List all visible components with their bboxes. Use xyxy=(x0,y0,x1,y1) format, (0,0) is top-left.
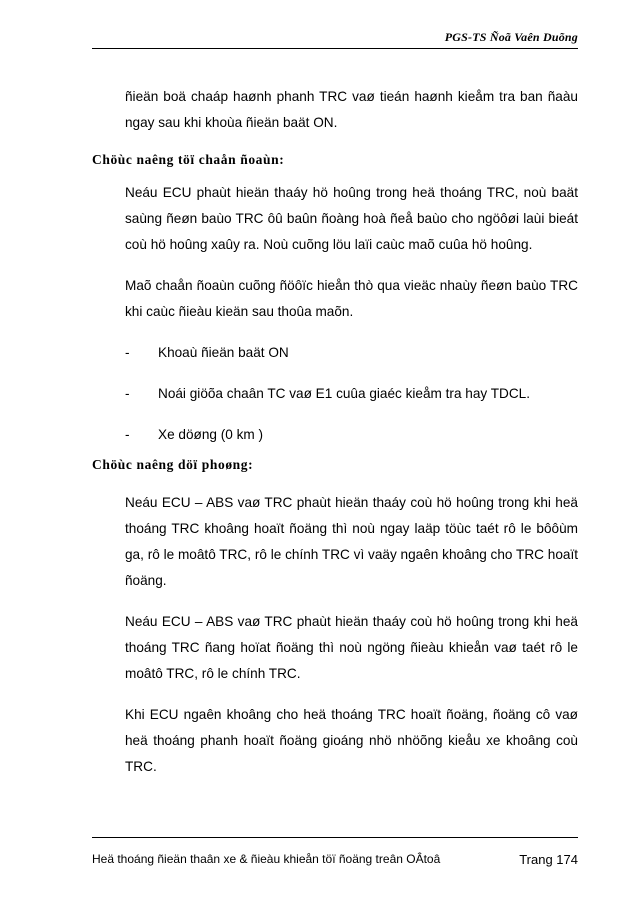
footer-title: Heä thoáng ñieän thaân xe & ñieàu khieån töï ñoäng treân OÂtoâ xyxy=(92,852,441,866)
section-heading-self-diagnosis: Chöùc naêng töï chaån ñoaùn: xyxy=(92,152,285,167)
list-item xyxy=(92,422,578,448)
self-diagnosis-paragraph-2: Maõ chaån ñoaùn cuõng ñöôïc hieån thò qua vieäc nhaùy ñeøn baùo TRC khi caùc ñieàu kieän sau thoûa maõn. xyxy=(125,278,578,319)
list-item xyxy=(92,381,578,407)
list-dash: - xyxy=(125,386,130,401)
intro-paragraph: ñieän boä chaáp haønh phanh TRC vaø tieán haønh kieåm tra ban ñaàu ngay sau khi khoùa ñieän baät ON. xyxy=(125,89,578,130)
page-header-title: PGS-TS Ñoã Vaên Duõng xyxy=(444,30,578,44)
list-item-text: Xe döøng (0 km ) xyxy=(158,427,264,442)
page-number: Trang 174 xyxy=(519,852,578,867)
section-heading-backup: Chöùc naêng döï phoøng: xyxy=(92,457,254,472)
backup-paragraph-3: Khi ECU ngaên khoâng cho heä thoáng TRC hoaït ñoäng, ñoäng cô vaø heä thoáng phanh hoaït ñoäng gioáng nhö nhöõng kieåu xe khoâng coù TRC. xyxy=(125,707,578,774)
footer-divider xyxy=(92,837,578,838)
list-item-text: Khoaù ñieän baät ON xyxy=(158,345,289,360)
backup-paragraph-2: Neáu ECU – ABS vaø TRC phaùt hieän thaáy coù hö hoûng trong khi heä thoáng TRC ñang hoïat ñoäng thì noù ngöng ñieàu khieån vaø taét rô le moâtô TRC, rô le chính TRC. xyxy=(125,614,578,681)
list-dash: - xyxy=(125,427,130,442)
header-divider xyxy=(92,48,578,49)
self-diagnosis-paragraph-1: Neáu ECU phaùt hieän thaáy hö hoûng trong heä thoáng TRC, noù baät saùng ñeøn baùo TRC ôû baûn ñoàng hoà ñeå baùo cho ngöôøi laùi bieát coù hö hoûng xaûy ra. Noù cuõng löu laïi caùc maõ cuûa hö hoûng. xyxy=(125,185,578,252)
page-content xyxy=(92,84,578,795)
list-dash: - xyxy=(125,345,130,360)
list-item xyxy=(92,340,578,366)
page-footer xyxy=(92,852,578,867)
list-item-text: Noái giöõa chaân TC vaø E1 cuûa giaéc kieåm tra hay TDCL. xyxy=(158,386,531,401)
conditions-list xyxy=(92,340,578,448)
backup-paragraph-1: Neáu ECU – ABS vaø TRC phaùt hieän thaáy coù hö hoûng trong khi heä thoáng TRC khoâng hoaït ñoäng thì noù ngay laäp töùc taét rô le bôôùm ga, rô le moâtô TRC, rô le chính TRC vì vaäy ngaên khoâng cho TRC hoaït ñoäng. xyxy=(125,495,578,588)
